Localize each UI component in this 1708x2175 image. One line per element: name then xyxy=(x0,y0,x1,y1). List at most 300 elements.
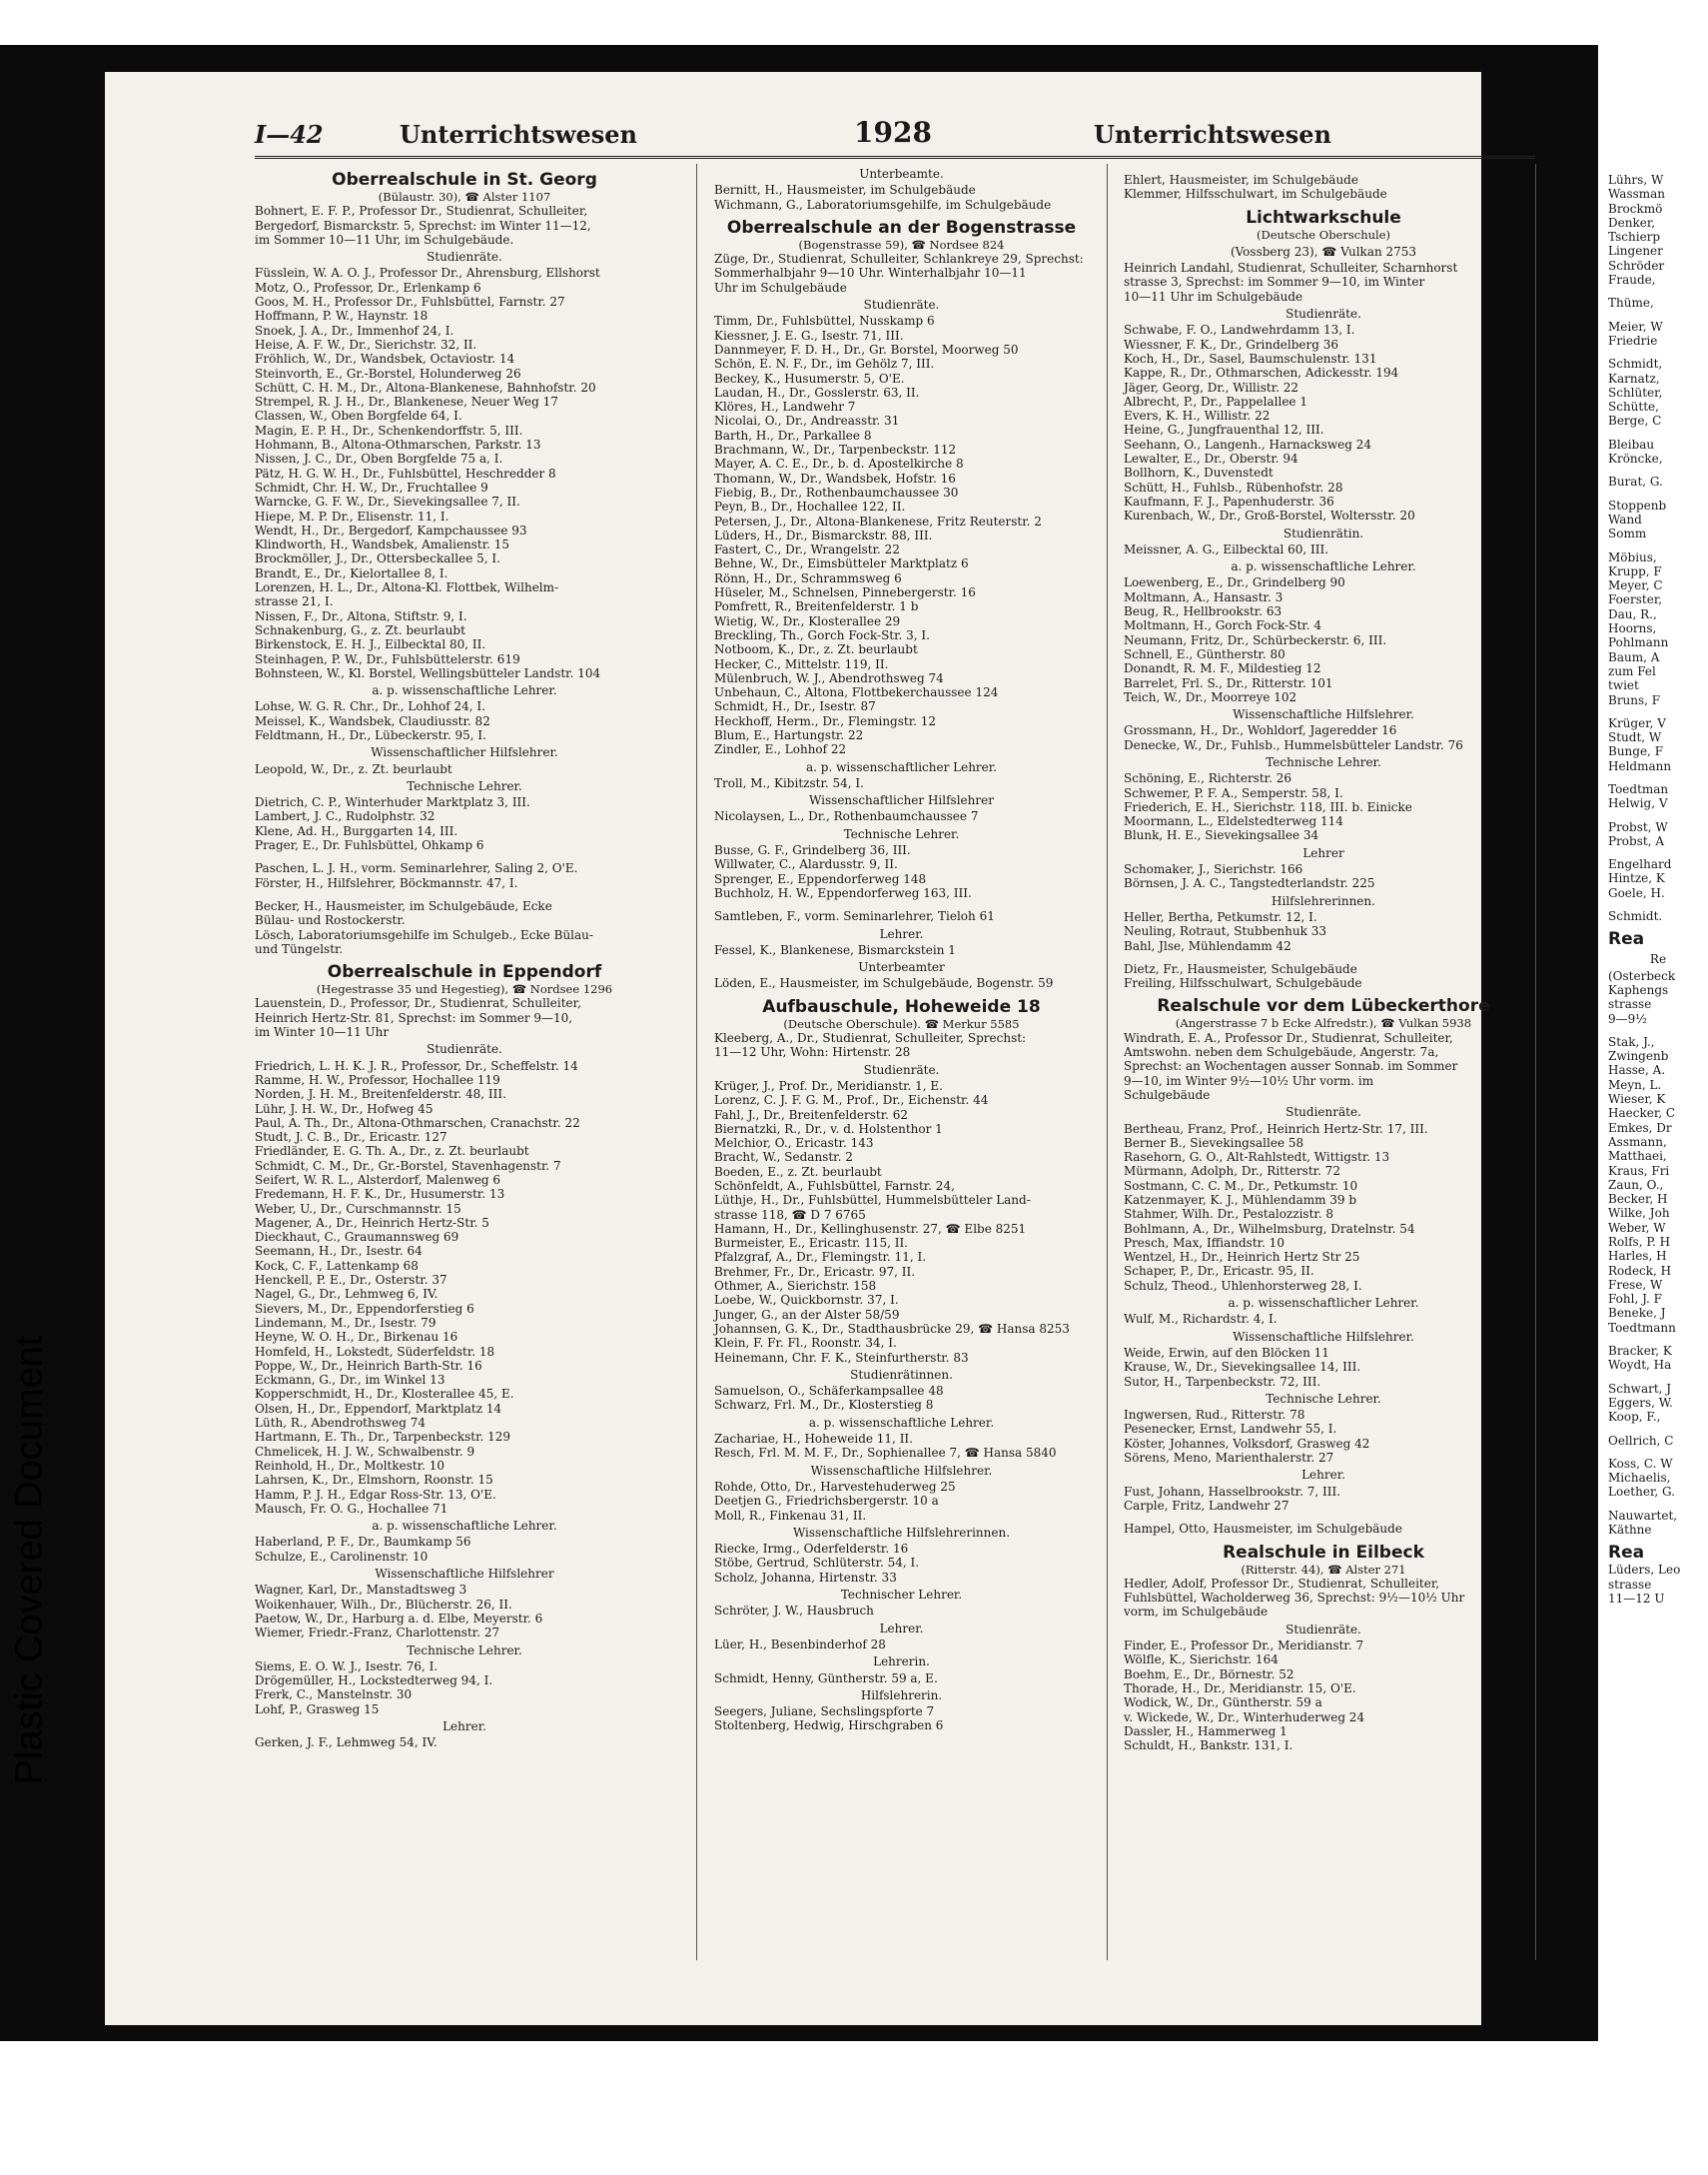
directory-entry: Zindler, E., Lohhof 22 xyxy=(714,742,847,757)
directory-entry: Olsen, H., Dr., Eppendorf, Marktplatz 14 xyxy=(255,1401,502,1416)
section-heading: Hilfslehrerinnen. xyxy=(1272,893,1375,908)
directory-entry: Brandt, E., Dr., Kielortallee 8, I. xyxy=(255,565,448,580)
directory-entry: Fröhlich, W., Dr., Wandsbek, Octaviostr. 14 xyxy=(255,352,515,367)
directory-entry: Krause, W., Dr., Sievekingsallee 14, III. xyxy=(1124,1360,1361,1375)
directory-entry: Schöning, E., Richterstr. 26 xyxy=(1124,771,1291,786)
directory-entry: Brehmer, Fr., Dr., Ericastr. 97, II. xyxy=(714,1264,916,1279)
directory-entry: Michaelis, xyxy=(1608,1471,1671,1486)
directory-entry: Emkes, Dr xyxy=(1608,1120,1672,1135)
directory-entry: Sommerhalbjahr 9—10 Uhr. Winterhalbjahr 10—11 xyxy=(714,266,1027,281)
page-number: I—42 xyxy=(255,120,324,149)
directory-entry: Uhr im Schulgebäude xyxy=(714,280,847,295)
directory-entry: Schröder xyxy=(1608,258,1665,273)
school-heading: Lichtwarkschule xyxy=(1246,207,1401,228)
spacer xyxy=(1608,773,1708,782)
directory-entry: (Osterbeck xyxy=(1608,968,1676,983)
directory-entry: Fuhlsbüttel, Wacholderweg 36, Sprechst: 9½—10½ Uhr xyxy=(1124,1591,1465,1606)
directory-entry: Berge, C xyxy=(1608,414,1662,429)
directory-entry: Zwingenb xyxy=(1608,1049,1669,1064)
directory-entry: Dietz, Fr., Hausmeister, Schulgebäude xyxy=(1124,961,1357,976)
directory-entry: Bracker, K xyxy=(1608,1344,1672,1359)
directory-entry: Bergedorf, Bismarckstr. 5, Sprechst: im Winter 11—12, xyxy=(255,218,591,233)
directory-entry: Presch, Max, Iffiandstr. 10 xyxy=(1124,1235,1284,1250)
document-page xyxy=(105,72,1681,2025)
directory-entry: Schnakenburg, G., z. Zt. beurlaubt xyxy=(255,622,465,637)
directory-entry: Wölfle, K., Sierichstr. 164 xyxy=(1124,1652,1279,1667)
directory-entry: Woydt, Ha xyxy=(1608,1358,1672,1373)
directory-entry: Magin, E. P. H., Dr., Schenkendorffstr. 5, III. xyxy=(255,423,523,438)
directory-entry: Sprechst: an Wochentagen ausser Sonnab. im Sommer xyxy=(1124,1059,1458,1074)
section-heading: Hilfslehrerin. xyxy=(860,1687,943,1702)
directory-entry: Krupp, F xyxy=(1608,563,1662,578)
directory-entry: Heckhoff, Herm., Dr., Flemingstr. 12 xyxy=(714,713,937,728)
school-heading: Oberrealschule in St. Georg xyxy=(332,170,597,190)
directory-entry: Bohnsteen, W., Kl. Borstel, Wellingsbütteler Landstr. 104 xyxy=(255,665,601,680)
directory-entry: Klindworth, H., Wandsbek, Amalienstr. 15 xyxy=(255,538,510,552)
directory-entry: Heinrich Landahl, Studienrat, Schulleiter, Scharnhorst xyxy=(1124,261,1458,276)
directory-entry: Hamm, P. J. H., Edgar Ross-Str. 13, O'E. xyxy=(255,1487,496,1502)
directory-entry: Hasse, A. xyxy=(1608,1063,1666,1078)
directory-entry: Lorenzen, H. L., Dr., Altona-Kl. Flottbek, Wilhelm- xyxy=(255,580,559,595)
directory-entry: Schulze, E., Carolinenstr. 10 xyxy=(255,1549,428,1564)
directory-entry: Burmeister, E., Ericastr. 115, II. xyxy=(714,1236,908,1251)
directory-entry: Schulgebäude xyxy=(1124,1087,1211,1102)
directory-entry: Schaper, P., Dr., Ericastr. 95, II. xyxy=(1124,1264,1314,1279)
directory-entry: Dassler, H., Hammerweg 1 xyxy=(1124,1723,1287,1738)
directory-entry: Willwater, C., Alardusstr. 9, II. xyxy=(714,857,898,872)
directory-entry: Füsslein, W. A. O. J., Professor Dr., Ahrensburg, Ellshorst xyxy=(255,266,600,281)
section-heading: Unterbeamte. xyxy=(859,167,944,181)
directory-entry: Leopold, W., Dr., z. Zt. beurlaubt xyxy=(255,761,452,776)
spacer xyxy=(1608,311,1708,320)
directory-entry: Mausch, Fr. O. G., Hochallee 71 xyxy=(255,1501,448,1516)
section-heading: a. p. wissenschaftlicher Lehrer. xyxy=(1228,1296,1419,1311)
directory-entry: Wietig, W., Dr., Klosterallee 29 xyxy=(714,613,901,628)
directory-entry: Fust, Johann, Hasselbrookstr. 7, III. xyxy=(1124,1484,1341,1499)
directory-entry: Chmelicek, H. J. W., Schwalbenstr. 9 xyxy=(255,1444,475,1459)
section-heading: Lehrer. xyxy=(879,1621,924,1635)
directory-entry: Studt, W xyxy=(1608,730,1662,745)
directory-entry: 9—9½ xyxy=(1608,1011,1647,1026)
section-heading: Wissenschaftliche Hilfslehrer. xyxy=(1233,707,1414,722)
directory-entry: Engelhard xyxy=(1608,857,1672,872)
directory-entry: Klene, Ad. H., Burggarten 14, III. xyxy=(255,823,458,838)
directory-entry: Snoek, J. A., Dr., Immenhof 24, I. xyxy=(255,323,454,338)
directory-entry: Beneke, J xyxy=(1608,1306,1666,1321)
directory-entry: Neuling, Rotraut, Stubbenhuk 33 xyxy=(1124,924,1326,939)
directory-entry: Goos, M. H., Professor Dr., Fuhlsbüttel, Farnstr. 27 xyxy=(255,295,565,310)
spacer xyxy=(1608,287,1708,296)
directory-entry: Brockmöller, J., Dr., Ottersbeckallee 5, I. xyxy=(255,551,500,566)
school-heading: Aufbauschule, Hoheweide 18 xyxy=(762,996,1041,1017)
directory-entry: Resch, Frl. M. M. F., Dr., Sophienallee 7, ☎ Hansa 5840 xyxy=(714,1446,1057,1461)
directory-entry: Wulf, M., Richardstr. 4, I. xyxy=(1124,1312,1278,1327)
directory-entry: Breckling, Th., Gorch Fock-Str. 3, I. xyxy=(714,627,930,642)
directory-entry: Ehlert, Hausmeister, im Schulgebäude xyxy=(1124,173,1358,187)
directory-entry: Heyne, W. O. H., Dr., Birkenau 16 xyxy=(255,1330,458,1345)
directory-entry: Heller, Bertha, Petkumstr. 12, I. xyxy=(1124,909,1317,924)
section-heading: Wissenschaftliche Hilfslehrer xyxy=(375,1567,554,1582)
directory-entry: Boehm, E., Dr., Börnestr. 52 xyxy=(1124,1666,1294,1681)
directory-entry: Foerster, xyxy=(1608,592,1663,607)
directory-entry: Neumann, Fritz, Dr., Schürbeckerstr. 6, III. xyxy=(1124,632,1387,647)
directory-entry: Kurenbach, W., Dr., Groß-Borstel, Woltersstr. 20 xyxy=(1124,509,1415,524)
directory-entry: Stahmer, Wilh. Dr., Pestalozzistr. 8 xyxy=(1124,1207,1334,1222)
directory-entry: 10—11 Uhr im Schulgebäude xyxy=(1124,289,1303,304)
directory-entry: Thorade, H., Dr., Meridianstr. 15, O'E. xyxy=(1124,1680,1356,1695)
directory-entry: Fraude, xyxy=(1608,273,1656,288)
section-heading: Studienräte. xyxy=(1285,307,1361,322)
directory-entry: Kraus, Fri xyxy=(1608,1163,1670,1178)
directory-entry: Hintze, K xyxy=(1608,871,1665,886)
directory-entry: Grossmann, H., Dr., Wohldorf, Jageredder 16 xyxy=(1124,723,1397,738)
directory-entry: Bracht, W., Sedanstr. 2 xyxy=(714,1150,853,1165)
directory-entry: Krüger, V xyxy=(1608,715,1666,730)
directory-entry: Sievers, M., Dr., Eppendorferstieg 6 xyxy=(255,1301,474,1316)
section-heading: Wissenschaftlicher Hilfslehrer xyxy=(809,793,994,808)
directory-entry: Busse, G. F., Grindelberg 36, III. xyxy=(714,843,911,858)
directory-entry: Zaun, O., xyxy=(1608,1177,1664,1192)
directory-entry: Classen, W., Oben Borgfelde 64, I. xyxy=(255,409,462,424)
directory-entry: Heldmann xyxy=(1608,758,1672,773)
directory-entry: Hüseler, M., Schnelsen, Pinnebergerstr. 16 xyxy=(714,585,976,600)
directory-entry: Lingener xyxy=(1608,244,1663,259)
directory-entry: Schnell, E., Güntherstr. 80 xyxy=(1124,646,1285,661)
directory-entry: Wendt, H., Dr., Bergedorf, Kampchaussee 93 xyxy=(255,523,527,538)
directory-entry: v. Wickede, W., Dr., Winterhuderweg 24 xyxy=(1124,1709,1365,1724)
directory-entry: Barth, H., Dr., Parkallee 8 xyxy=(714,428,872,443)
school-address: (Hegestrasse 35 und Hegestieg), ☎ Nordsee 1296 xyxy=(316,982,613,997)
directory-entry: Brachmann, W., Dr., Tarpenbeckstr. 112 xyxy=(714,443,957,458)
directory-entry: Loether, G. xyxy=(1608,1485,1675,1500)
directory-entry: Wassman xyxy=(1608,187,1666,202)
year: 1928 xyxy=(854,116,932,149)
column-2 xyxy=(714,164,1089,1733)
directory-entry: Samuelson, O., Schäferkampsallee 48 xyxy=(714,1384,944,1399)
directory-entry: Thüme, xyxy=(1608,296,1654,311)
directory-entry: Pfalzgraf, A., Dr., Flemingstr. 11, I. xyxy=(714,1250,927,1265)
directory-entry: Lösch, Laboratoriumsgehilfe im Schulgeb., Ecke Bülau- xyxy=(255,927,593,942)
directory-entry: Timm, Dr., Fuhlsbüttel, Nusskamp 6 xyxy=(714,314,935,329)
directory-entry: Weide, Erwin, auf den Blöcken 11 xyxy=(1124,1345,1329,1360)
directory-entry: Klein, F. Fr. Fl., Roonstr. 34, I. xyxy=(714,1336,897,1351)
directory-entry: Pätz, H. G. W. H., Dr., Fuhlsbüttel, Heschredder 8 xyxy=(255,466,556,481)
directory-entry: Barrelet, Frl. S., Dr., Ritterstr. 101 xyxy=(1124,675,1333,690)
section-heading: Technischer Lehrer. xyxy=(840,1588,963,1603)
column-3 xyxy=(1124,164,1523,1752)
directory-entry: Heine, G., Jungfrauenthal 12, III. xyxy=(1124,423,1324,438)
directory-entry: Mayer, A. C. E., Dr., b. d. Apostelkirche 8 xyxy=(714,457,964,472)
section-heading: Wissenschaftliche Hilfslehrer. xyxy=(1233,1329,1414,1344)
spacer xyxy=(1124,953,1523,962)
directory-entry: Nissen, F., Dr., Altona, Stiftstr. 9, I. xyxy=(255,608,467,623)
directory-entry: Züge, Dr., Studienrat, Schulleiter, Schlankreye 29, Sprechst: xyxy=(714,252,1084,267)
spacer xyxy=(1608,164,1708,173)
directory-entry: Wichmann, G., Laboratoriumsgehilfe, im Schulgebäude xyxy=(714,197,1052,212)
directory-entry: Paul, A. Th., Dr., Altona-Othmarschen, Cranachstr. 22 xyxy=(255,1115,580,1130)
directory-entry: Johannsen, G. K., Dr., Stadthausbrücke 29, ☎ Hansa 8253 xyxy=(714,1321,1070,1336)
directory-entry: Friedrich, L. H. K. J. R., Professor, Dr., Scheffelstr. 14 xyxy=(255,1058,578,1073)
section-heading: Studienrätinnen. xyxy=(850,1367,953,1382)
directory-entry: Tschierp xyxy=(1608,230,1661,245)
directory-entry: Friedländer, E. G. Th. A., Dr., z. Zt. beurlaubt xyxy=(255,1144,529,1159)
directory-entry: Warncke, G. F. W., Dr., Sievekingsallee 7, II. xyxy=(255,495,520,510)
running-title-left: Unterrichtswesen xyxy=(400,120,637,149)
directory-entry: Seemann, H., Dr., Isestr. 64 xyxy=(255,1244,423,1259)
directory-entry: Blum, E., Hartungstr. 22 xyxy=(714,727,864,742)
section-heading: Studienrätin. xyxy=(1282,526,1364,541)
directory-entry: Käthne xyxy=(1608,1523,1652,1538)
directory-entry: Weber, W xyxy=(1608,1220,1666,1235)
spacer xyxy=(1608,707,1708,716)
directory-entry: Schütt, H., Fuhlsb., Rübenhofstr. 28 xyxy=(1124,480,1343,495)
directory-entry: Schlüter, xyxy=(1608,385,1663,400)
section-heading: Technische Lehrer. xyxy=(407,778,522,793)
directory-entry: Pomfrett, R., Breitenfelderstr. 1 b xyxy=(714,599,919,614)
directory-entry: Paetow, W., Dr., Harburg a. d. Elbe, Meyerstr. 6 xyxy=(255,1611,543,1626)
section-heading: Unterbeamter xyxy=(858,960,945,975)
directory-entry: Meissner, A. G., Eilbecktal 60, III. xyxy=(1124,542,1329,556)
directory-entry: Lüer, H., Besenbinderhof 28 xyxy=(714,1636,886,1651)
directory-entry: Fiebig, B., Dr., Rothenbaumchaussee 30 xyxy=(714,485,959,500)
directory-entry: Finder, E., Professor Dr., Meridianstr. 7 xyxy=(1124,1638,1364,1653)
directory-entry: Rohde, Otto, Dr., Harvestehuderweg 25 xyxy=(714,1479,956,1494)
directory-entry: Schulz, Theod., Uhlenhorsterweg 28, I. xyxy=(1124,1278,1362,1293)
section-heading: Studienräte. xyxy=(1285,1105,1361,1120)
directory-entry: Hamann, H., Dr., Kellinghusenstr. 27, ☎ Elbe 8251 xyxy=(714,1221,1027,1236)
spacer xyxy=(255,852,674,861)
directory-entry: Pesenecker, Ernst, Landwehr 55, I. xyxy=(1124,1422,1337,1437)
directory-entry: Nicolai, O., Dr., Andreasstr. 31 xyxy=(714,414,900,429)
directory-entry: Schmidt, C. M., Dr., Gr.-Borstel, Stavenhagenstr. 7 xyxy=(255,1158,561,1173)
school-heading: Realschule in Eilbeck xyxy=(1223,1542,1424,1563)
section-heading: Technische Lehrer. xyxy=(407,1642,522,1657)
directory-entry: Wiemer, Friedr.-Franz, Charlottenstr. 27 xyxy=(255,1626,500,1640)
directory-entry: Matthaei, xyxy=(1608,1149,1667,1164)
directory-entry: Paschen, L. J. H., vorm. Seminarlehrer, Saling 2, O'E. xyxy=(255,861,578,876)
directory-entry: Stak, J., xyxy=(1608,1034,1655,1049)
directory-entry: Hoorns, xyxy=(1608,621,1657,636)
directory-entry: Schröter, J. W., Hausbruch xyxy=(714,1604,874,1619)
directory-entry: Friedrie xyxy=(1608,333,1658,348)
directory-entry: Berner B., Sievekingsallee 58 xyxy=(1124,1135,1304,1150)
directory-entry: Schwart, J xyxy=(1608,1381,1672,1396)
directory-entry: Homfeld, H., Lokstedt, Süderfeldstr. 18 xyxy=(255,1344,495,1359)
spacer xyxy=(714,900,1089,909)
directory-entry: Wilke, Joh xyxy=(1608,1206,1670,1221)
directory-entry: Förster, H., Hilfslehrer, Böckmannstr. 47, I. xyxy=(255,875,518,890)
directory-entry: Moll, R., Finkenau 31, II. xyxy=(714,1508,867,1523)
directory-entry: Katzenmayer, K. J., Mühlendamm 39 b xyxy=(1124,1193,1357,1207)
directory-entry: Steinhagen, P. W., Dr., Fuhlsbüttelerstr. 619 xyxy=(255,651,520,666)
directory-entry: Blunk, H. E., Sievekingsallee 34 xyxy=(1124,828,1319,843)
column-4 xyxy=(1608,164,1708,1606)
section-heading: Studienräte. xyxy=(427,250,502,265)
directory-entry: Rodeck, H xyxy=(1608,1263,1672,1278)
directory-entry: zum Fel xyxy=(1608,663,1656,678)
directory-entry: Dieckhaut, C., Graumannsweg 69 xyxy=(255,1230,459,1245)
school-heading: Oberrealschule in Eppendorf xyxy=(327,962,602,983)
directory-entry: Magener, A., Dr., Heinrich Hertz-Str. 5 xyxy=(255,1215,489,1230)
directory-entry: strasse 21, I. xyxy=(255,594,334,609)
directory-entry: Koch, H., Dr., Sasel, Baumschulenstr. 131 xyxy=(1124,351,1377,366)
directory-entry: Goele, H. xyxy=(1608,885,1665,900)
directory-entry: Becker, H xyxy=(1608,1192,1668,1207)
directory-entry: Schwemer, P. F. A., Semperstr. 58, I. xyxy=(1124,785,1343,800)
directory-entry: Lauenstein, D., Professor, Dr., Studienrat, Schulleiter, xyxy=(255,996,581,1011)
directory-entry: Meyn, L. xyxy=(1608,1077,1662,1092)
directory-entry: Strempel, R. J. H., Dr., Blankenese, Neuer Weg 17 xyxy=(255,395,558,410)
directory-entry: Notboom, K., Dr., z. Zt. beurlaubt xyxy=(714,642,918,657)
spacer xyxy=(1608,1335,1708,1344)
directory-entry: Hedler, Adolf, Professor Dr., Studienrat, Schulleiter, xyxy=(1124,1576,1440,1591)
section-heading: Lehrer xyxy=(1302,845,1344,860)
section-heading: a. p. wissenschaftliche Lehrer. xyxy=(372,1519,557,1534)
directory-entry: Nicolaysen, L., Dr., Rothenbaumchaussee 7 xyxy=(714,809,979,824)
directory-entry: Stöbe, Gertrud, Schlüterstr. 54, I. xyxy=(714,1556,920,1571)
directory-entry: Lambert, J. C., Rudolphstr. 32 xyxy=(255,809,435,824)
directory-entry: Poppe, W., Dr., Heinrich Barth-Str. 16 xyxy=(255,1358,482,1373)
directory-entry: Buchholz, H. W., Eppendorferweg 163, III. xyxy=(714,885,972,900)
section-heading: Wissenschaftliche Hilfslehrer. xyxy=(810,1463,993,1478)
directory-entry: Hampel, Otto, Hausmeister, im Schulgebäude xyxy=(1124,1522,1402,1537)
directory-entry: Meyer, C xyxy=(1608,578,1663,593)
directory-entry: Troll, M., Kibitzstr. 54, I. xyxy=(714,775,864,790)
section-heading: Wissenschaftliche Hilfslehrerinnen. xyxy=(792,1525,1011,1540)
directory-entry: Schmidt, H., Dr., Isestr. 87 xyxy=(714,699,876,714)
directory-entry: Mürmann, Adolph, Dr., Ritterstr. 72 xyxy=(1124,1164,1340,1179)
directory-entry: Klöres, H., Landwehr 7 xyxy=(714,400,856,415)
directory-entry: Baum, A xyxy=(1608,649,1660,664)
directory-entry: Probst, A xyxy=(1608,833,1664,848)
directory-entry: Birkenstock, E. H. J., Eilbecktal 80, II. xyxy=(255,637,486,652)
directory-entry: Lüders, H., Dr., Bismarckstr. 88, III. xyxy=(714,528,933,543)
directory-entry: Schomaker, J., Sierichstr. 166 xyxy=(1124,862,1303,877)
directory-entry: strasse xyxy=(1608,997,1652,1012)
directory-entry: Steinvorth, E., Gr.-Borstel, Holunderweg 26 xyxy=(255,366,521,381)
directory-entry: Lühr, J. H. W., Dr., Hofweg 45 xyxy=(255,1101,433,1116)
directory-entry: Heise, A. F. W., Dr., Sierichstr. 32, II. xyxy=(255,337,477,352)
section-heading: Technische Lehrer. xyxy=(1266,1391,1381,1406)
directory-entry: Teich, W., Dr., Moorreye 102 xyxy=(1124,689,1297,704)
section-heading: Studienräte. xyxy=(1285,1622,1361,1636)
directory-entry: Lindemann, M., Dr., Isestr. 79 xyxy=(255,1315,436,1330)
directory-entry: Schmidt. xyxy=(1608,909,1663,924)
directory-entry: Seegers, Juliane, Sechslingspforte 7 xyxy=(714,1704,935,1719)
directory-entry: Lührs, W xyxy=(1608,173,1664,187)
school-address: (Deutsche Oberschule). ☎ Merkur 5585 xyxy=(783,1016,1020,1031)
header-rule xyxy=(255,156,1535,159)
directory-entry: Carple, Fritz, Landwehr 27 xyxy=(1124,1498,1289,1513)
directory-entry: Börnsen, J. A. C., Tangstedterlandstr. 225 xyxy=(1124,876,1375,891)
directory-entry: Wodick, W., Dr., Güntherstr. 59 a xyxy=(1124,1695,1322,1710)
directory-entry: Nauwartet, xyxy=(1608,1508,1678,1523)
directory-entry: Lahrsen, K., Dr., Elmshorn, Roonstr. 15 xyxy=(255,1473,493,1488)
directory-entry: Albrecht, P., Dr., Pappelallee 1 xyxy=(1124,394,1307,409)
directory-entry: Othmer, A., Sierichstr. 158 xyxy=(714,1279,877,1294)
school-address: (Bülaustr. 30), ☎ Alster 1107 xyxy=(378,190,551,204)
directory-entry: Samtleben, F., vorm. Seminarlehrer, Tieloh 61 xyxy=(714,909,995,924)
directory-entry: Wand xyxy=(1608,512,1642,527)
directory-entry: Becker, H., Hausmeister, im Schulgebäude, Ecke xyxy=(255,898,552,913)
directory-entry: Evers, K. H., Willistr. 22 xyxy=(1124,409,1271,424)
directory-entry: Motz, O., Professor, Dr., Erlenkamp 6 xyxy=(255,280,481,295)
running-title-right: Unterrichtswesen xyxy=(1094,120,1331,149)
directory-entry: Lorenz, C. J. F. G. M., Prof., Dr., Eichenstr. 44 xyxy=(714,1093,989,1108)
directory-entry: Kock, C. F., Lattenkamp 68 xyxy=(255,1258,419,1273)
directory-entry: Schmidt, Chr. H. W., Dr., Fruchtallee 9 xyxy=(255,480,488,495)
directory-entry: Kiessner, J. E. G., Isestr. 71, III. xyxy=(714,328,904,343)
directory-entry: Kleeberg, A., Dr., Studienrat, Schulleiter, Sprechst: xyxy=(714,1031,1027,1046)
directory-entry: Feldtmann, H., Dr., Lübeckerstr. 95, I. xyxy=(255,727,486,742)
section-heading: Wissenschaftlicher Hilfslehrer. xyxy=(371,745,558,760)
directory-entry: Schönfeldt, A., Fuhlsbüttel, Farnstr. 24, xyxy=(714,1179,955,1193)
spacer xyxy=(1608,1373,1708,1382)
directory-entry: Rolfs, P. H xyxy=(1608,1235,1671,1249)
directory-entry: Wiessner, F. K., Dr., Grindelberg 36 xyxy=(1124,337,1339,352)
directory-entry: Köster, Johannes, Volksdorf, Grasweg 42 xyxy=(1124,1436,1370,1451)
directory-entry: Behne, W., Dr., Eimsbütteler Marktplatz 6 xyxy=(714,556,969,571)
directory-entry: Pohlmann xyxy=(1608,635,1669,650)
directory-entry: Petersen, J., Dr., Altona-Blankenese, Fritz Reuterstr. 2 xyxy=(714,514,1042,529)
directory-entry: Siems, E. O. W. J., Isestr. 76, I. xyxy=(255,1658,438,1673)
section-heading: a. p. wissenschaftlicher Lehrer. xyxy=(805,759,998,774)
directory-entry: Fastert, C., Dr., Wrangelstr. 22 xyxy=(714,543,900,557)
directory-entry: Boeden, E., z. Zt. beurlaubt xyxy=(714,1164,882,1179)
directory-entry: Woikenhauer, Wilh., Dr., Blücherstr. 26, II. xyxy=(255,1597,512,1612)
directory-entry: Freiling, Hilfsschulwart, Schulgebäude xyxy=(1124,976,1362,991)
directory-entry: Friederich, E. H., Sierichstr. 118, III. b. Einicke xyxy=(1124,799,1412,814)
directory-entry: Moormann, L., Eldelstedterweg 114 xyxy=(1124,814,1343,829)
directory-entry: Oellrich, C xyxy=(1608,1433,1674,1448)
spacer xyxy=(1608,1026,1708,1035)
directory-entry: Fahl, J., Dr., Breitenfelderstr. 62 xyxy=(714,1107,909,1122)
directory-entry: Hoffmann, P. W., Haynstr. 18 xyxy=(255,309,428,324)
directory-entry: Reinhold, H., Dr., Moltkestr. 10 xyxy=(255,1458,445,1473)
directory-entry: vorm, im Schulgebäude xyxy=(1124,1605,1269,1620)
directory-entry: Bunge, F xyxy=(1608,744,1664,759)
directory-entry: Fohl, J. F xyxy=(1608,1292,1662,1307)
directory-entry: Kaufmann, F. J., Papenhuderstr. 36 xyxy=(1124,494,1334,509)
directory-entry: Bruns, F xyxy=(1608,692,1661,707)
directory-entry: Schmidt, xyxy=(1608,357,1663,372)
directory-entry: 11—12 Uhr, Wohn: Hirtenstr. 28 xyxy=(714,1045,911,1060)
directory-entry: Krüger, J., Prof. Dr., Meridianstr. 1, E. xyxy=(714,1078,943,1093)
directory-entry: Donandt, R. M. F., Mildestieg 12 xyxy=(1124,661,1321,676)
directory-entry: Dau, R., xyxy=(1608,606,1657,621)
school-heading: Rea xyxy=(1608,929,1645,950)
section-heading: (Vossberg 23), ☎ Vulkan 2753 xyxy=(1230,244,1417,259)
section-heading: a. p. wissenschaftliche Lehrer. xyxy=(372,683,557,698)
directory-entry: Sörens, Meno, Marienthalerstr. 27 xyxy=(1124,1451,1334,1466)
section-heading: Lehrer. xyxy=(879,926,924,941)
directory-entry: Unbehaun, C., Altona, Flottbekerchaussee 124 xyxy=(714,685,999,700)
directory-entry: Eckmann, G., Dr., im Winkel 13 xyxy=(255,1373,445,1388)
directory-entry: Helwig, V xyxy=(1608,796,1668,811)
directory-entry: Hartmann, E. Th., Dr., Tarpenbeckstr. 129 xyxy=(255,1430,511,1445)
directory-entry: Lohf, P., Grasweg 15 xyxy=(255,1701,380,1716)
directory-entry: Junger, G., an der Alster 58/59 xyxy=(714,1307,900,1322)
section-heading: Studienräte. xyxy=(863,298,940,313)
directory-entry: im Sommer 10—11 Uhr, im Schulgebäude. xyxy=(255,232,514,247)
directory-entry: Frerk, C., Manstelnstr. 30 xyxy=(255,1687,413,1702)
scan-edge xyxy=(1558,45,1598,2041)
spacer xyxy=(1608,490,1708,499)
directory-entry: Kröncke, xyxy=(1608,452,1663,467)
directory-entry: Bohnert, E. F. P., Professor Dr., Studienrat, Schulleiter, xyxy=(255,204,588,219)
directory-entry: Lüth, R., Abendrothsweg 74 xyxy=(255,1416,427,1431)
directory-entry: Thomann, W., Dr., Wandsbek, Hofstr. 16 xyxy=(714,471,956,486)
